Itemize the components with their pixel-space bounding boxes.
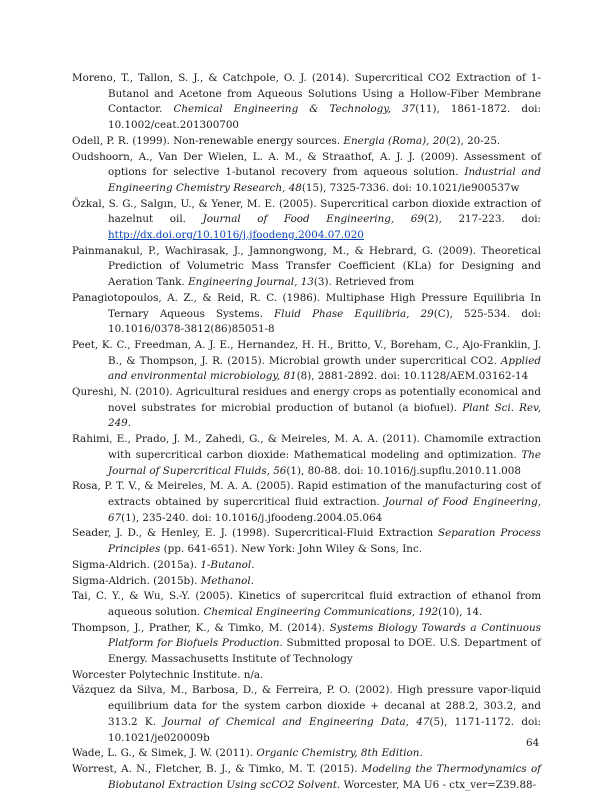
reference-entry: Qureshi, N. (2010). Agricultural residues and energy crops as potentially economical and novel substrates for microbial production of butanol (a biofuel). Plant Sci. Rev, 249. (72, 386, 541, 430)
reference-list (72, 71, 541, 793)
reference-entry: Rosa, P. T. V., & Meireles, M. A. A. (2005). Rapid estimation of the manufacturing cost of extracts obtained by supercritical fluid extraction. Journal of Food Engineering, 67(1), 235-240. doi: 10.1016/j.jfoodeng.2004.05.064 (72, 480, 541, 524)
reference-entry: Tai, C. Y., & Wu, S.-Y. (2005). Kinetics of supercritcal fluid extraction of ethanol from aqueous solution. Chemical Engineering Communications, 192(10), 14. (72, 590, 541, 618)
reference-entry: Moreno, T., Tallon, S. J., & Catchpole, O. J. (2014). Supercritical CO2 Extraction of 1‐Butanol and Acetone from Aqueous Solutions Using a Hollow‐Fiber Membrane Contactor. Chemical Engineering & Technology, 37(11), 1861-1872. doi: 10.1002/ceat.201300700 (72, 72, 541, 132)
reference-entry: Worcester Polytechnic Institute. n/a. (72, 668, 264, 681)
reference-entry: Thompson, J., Prather, K., & Timko, M. (2014). Systems Biology Towards a Continuous Platform for Biofuels Production. Submitted proposal to DOE. U.S. Department of Energy. Massachusetts Institute of Technology (72, 621, 541, 666)
reference-entry: Rahimi, E., Prado, J. M., Zahedi, G., & Meireles, M. A. A. (2011). Chamomile extraction with supercritical carbon dioxide: Mathematical modeling and optimization. The Journal of Supercritical Fluids, 56(1), 80-88. doi: 10.1016/j.supflu.2010.11.008 (72, 433, 541, 477)
reference-entry: Oudshoorn, A., Van Der Wielen, L. A. M., & Straathof, A. J. J. (2009). Assessment of options for selective 1-butanol recovery from aqueous solution. Industrial and Engineering Chemistry Research, 48(15), 7325-7336. doi: 10.1021/ie900537w (72, 150, 542, 194)
reference-entry: Özkal, S. G., Salgın, U., & Yener, M. E. (2005). Supercritical carbon dioxide extraction of hazelnut oil. Journal of Food Engineering, 69(2), 217-223. doi: http://dx.doi.org/10.1016/j.jfoodeng.2004.07.020 (72, 197, 542, 242)
page-number: 64 (526, 737, 540, 749)
reference-entry: Panagiotopoulos, A. Z., & Reid, R. C. (1986). Multiphase High Pressure Equilibria In Ternary Aqueous Systems. Fluid Phase Equilibria, 29(C), 525-534. doi: 10.1016/0378-3812(86)85051-8 (72, 291, 541, 336)
reference-entry: Seader, J. D., & Henley, E. J. (1998). Supercritical-Fluid Extraction Separation Process Principles (pp. 641-651). New York: John Wiley & Sons, Inc. (72, 527, 541, 556)
reference-entry: Vázquez da Silva, M., Barbosa, D., & Ferreira, P. O. (2002). High pressure vapor-liquid equilibrium data for the system carbon dioxide + decanal at 288.2, 303.2, and 313.2 K. Journal of Chemical and Engineering Data, 47(5), 1171-1172. doi: 10.1021/je020009b (72, 684, 541, 744)
reference-entry: Sigma-Aldrich. (2015a). 1-Butanol. (72, 558, 255, 571)
doi-link[interactable]: http://dx.doi.org/10.1016/j.jfoodeng.2004.07.020 (108, 229, 364, 242)
reference-entry: Sigma-Aldrich. (2015b). Methanol. (72, 574, 254, 587)
reference-entry: Peet, K. C., Freedman, A. J. E., Hernandez, H. H., Britto, V., Boreham, C., Ajo-Franklin, J. B., & Thompson, J. R. (2015). Microbial growth under supercritical CO2. Applied and environmental microbiology, 81(8), 2881-2892. doi: 10.1128/AEM.03162-14 (72, 338, 541, 383)
reference-entry: Wade, L. G., & Simek, J. W. (2011). Organic Chemistry, 8th Edition. (72, 747, 423, 760)
reference-entry: Odell, P. R. (1999). Non-renewable energy sources. Energia (Roma), 20(2), 20-25. (72, 134, 501, 147)
reference-entry: Worrest, A. N., Fletcher, B. J., & Timko, M. T. (2015). Modeling the Thermodynamics of Biobutanol Extraction Using scCO2 Solvent. Worcester, MA U6 - ctx_ver=Z39.88- (72, 762, 541, 791)
reference-entry: Painmanakul, P., Wachirasak, J., Jamnongwong, M., & Hebrard, G. (2009). Theoretical Prediction of Volumetric Mass Transfer Coefficient (KLa) for Designing and Aeration Tank. Engineering Journal, 13(3). Retrieved from (72, 244, 541, 289)
